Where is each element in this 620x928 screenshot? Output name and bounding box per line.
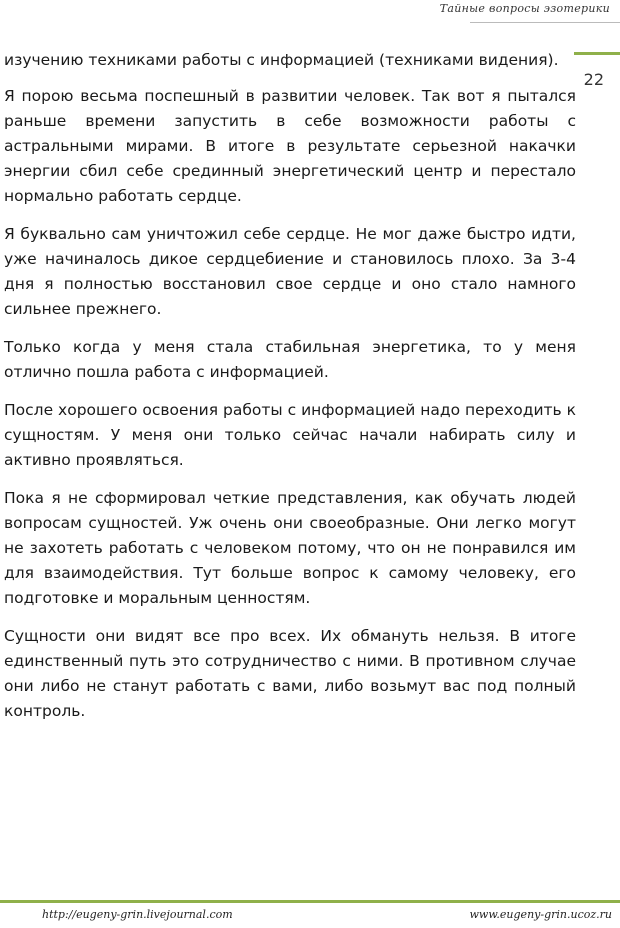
footer-divider	[0, 900, 620, 903]
footer-livejournal-link[interactable]: http://eugeny-grin.livejournal.com	[42, 908, 233, 921]
running-header-title: Тайные вопросы эзотерики	[439, 2, 610, 15]
footer-website-link[interactable]: www.eugeny-grin.ucoz.ru	[469, 908, 612, 921]
paragraph: Я порою весьма поспешный в развитии человек. Так вот я пытался раньше времени запустить в себе возможности работы с астральными мирами. В итоге в результате серьезной накачки энергии сбил себе срединный энергетический центр и перестало нормально работать сердце.	[4, 87, 576, 205]
page-number-accent-bar	[574, 52, 620, 55]
paragraph: изучению техниками работы с информацией (техниками видения).	[4, 51, 559, 69]
paragraph: Я буквально сам уничтожил себе сердце. Не мог даже быстро идти, уже начиналось дикое сердцебиение и становилось плохо. За 3-4 дня я полностью восстановил свое сердце и оно стало намного сильнее прежнего.	[4, 225, 576, 318]
paragraph: Сущности они видят все про всех. Их обмануть нельзя. В итоге единственный путь это сотрудничество с ними. В противном случае они либо не станут работать с вами, либо возьмут вас под полный контроль.	[4, 627, 576, 720]
paragraph: После хорошего освоения работы с информацией надо переходить к сущностям. У меня они только сейчас начали набирать силу и активно проявляться.	[4, 401, 576, 469]
paragraph: Пока я не сформировал четкие представления, как обучать людей вопросам сущностей. Уж очень они своеобразные. Они легко могут не захотеть работать с человеком потому, что он не понравился им для взаимодействия. Тут больше вопрос к самому человеку, его подготовке и моральным ценностям.	[4, 489, 576, 607]
paragraph: Только когда у меня стала стабильная энергетика, то у меня отлично пошла работа с информацией.	[4, 338, 576, 381]
page-number: 22	[583, 70, 604, 89]
header-divider	[470, 22, 620, 23]
page-body	[4, 48, 576, 737]
